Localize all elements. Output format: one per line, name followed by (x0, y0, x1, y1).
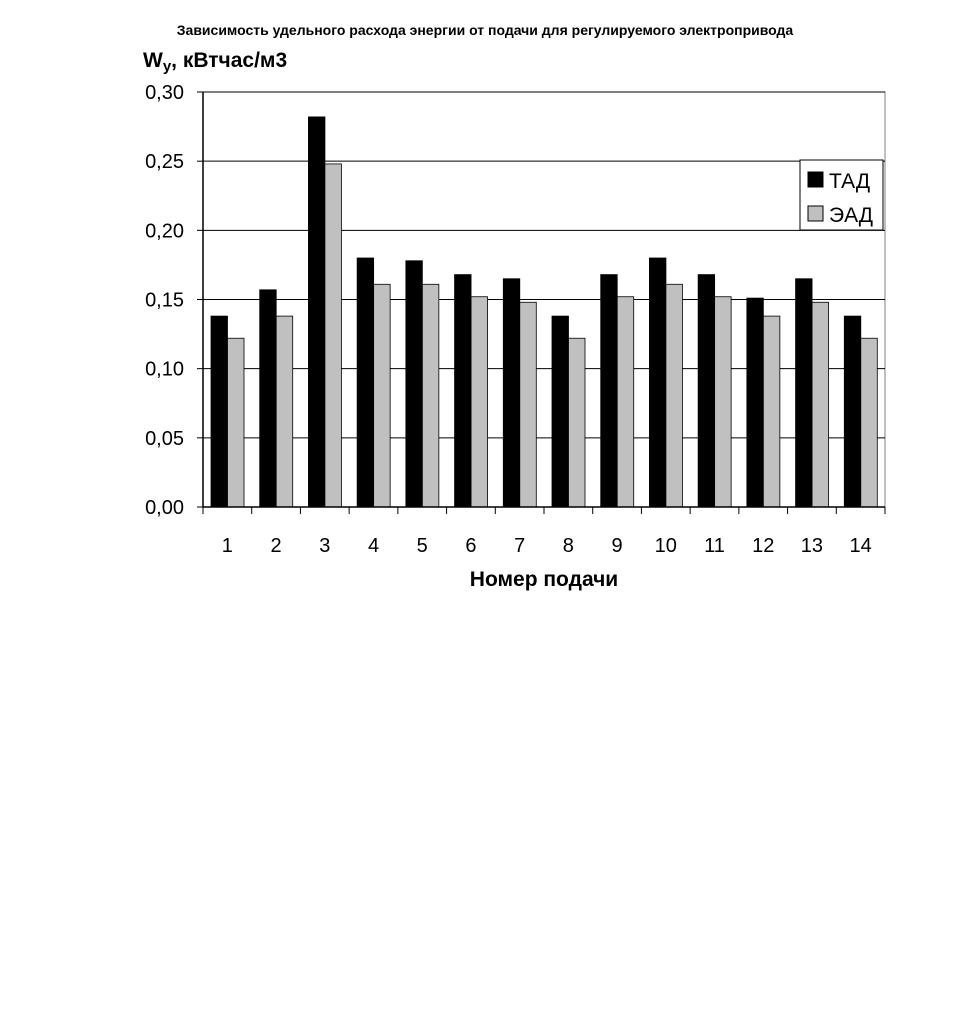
x-tick-label: 7 (514, 535, 526, 557)
y-tick-label: 0,05 (145, 427, 184, 450)
y-axis-title (143, 49, 287, 75)
x-axis-title: Номер подачи (469, 568, 619, 591)
bar-ead (715, 297, 732, 507)
y-axis-title-unit: , кВтчас/м3 (171, 49, 288, 72)
x-tick-label: 6 (465, 535, 477, 557)
y-axis-title-subscript: у (162, 58, 172, 75)
bar-tad (698, 275, 715, 507)
bar-ead (325, 164, 342, 507)
y-axis-title-main: W (143, 49, 163, 72)
bar-ead (763, 316, 780, 507)
x-tick-label: 14 (849, 535, 872, 557)
gridlines (203, 92, 885, 507)
legend-swatch (808, 172, 823, 187)
legend-swatch (808, 206, 823, 221)
y-tick-label: 0,30 (145, 82, 184, 104)
x-tick-label: 10 (654, 535, 677, 557)
chart-title: Зависимость удельного расхода энергии от подачи для регулируемого электропривода (176, 22, 794, 38)
y-tick-label: 0,25 (145, 151, 184, 174)
y-tick-label: 0,15 (145, 289, 184, 312)
bar-ead (276, 316, 293, 507)
bar-ead (666, 284, 683, 507)
bar-tad (601, 275, 618, 507)
bar-tad (503, 279, 520, 507)
bar-tad (260, 290, 277, 507)
bar-tad (308, 117, 325, 507)
bar-tad (552, 316, 569, 507)
legend-label: ЭАД (829, 204, 874, 227)
bar-tad (406, 261, 423, 507)
x-tick-label: 2 (270, 535, 282, 557)
axes (197, 92, 885, 514)
x-tick-labels (222, 535, 872, 557)
x-tick-label: 9 (611, 535, 623, 557)
y-tick-label: 0,10 (145, 358, 184, 381)
bar-tad (211, 316, 228, 507)
bar-ead (374, 284, 391, 507)
x-tick-label: 4 (367, 535, 380, 557)
bar-ead (569, 338, 586, 507)
x-tick-label: 3 (319, 535, 331, 557)
bar-ead (861, 338, 878, 507)
x-tick-label: 11 (704, 535, 725, 557)
bar-ead (617, 297, 634, 507)
bar-ead (422, 284, 439, 507)
x-tick-label: 1 (221, 535, 233, 557)
y-tick-labels (145, 82, 184, 519)
legend-label: ТАД (829, 170, 871, 193)
bar-ead (471, 297, 488, 507)
x-tick-label: 13 (800, 535, 824, 557)
bar-tad (649, 258, 666, 507)
bar-ead (520, 302, 537, 507)
bar-tad (747, 298, 764, 507)
bar-tad (357, 258, 374, 507)
bar-ead (228, 338, 245, 507)
y-tick-label: 0,20 (145, 220, 184, 243)
bar-tad (796, 279, 813, 507)
x-tick-label: 8 (562, 535, 574, 557)
bar-tad (455, 275, 472, 507)
y-tick-label: 0,00 (145, 497, 184, 519)
bars (211, 117, 877, 507)
bar-ead (812, 302, 829, 507)
legend (800, 160, 883, 230)
bar-tad (844, 316, 861, 507)
x-tick-label: 5 (416, 535, 428, 557)
x-tick-label: 12 (752, 535, 775, 557)
